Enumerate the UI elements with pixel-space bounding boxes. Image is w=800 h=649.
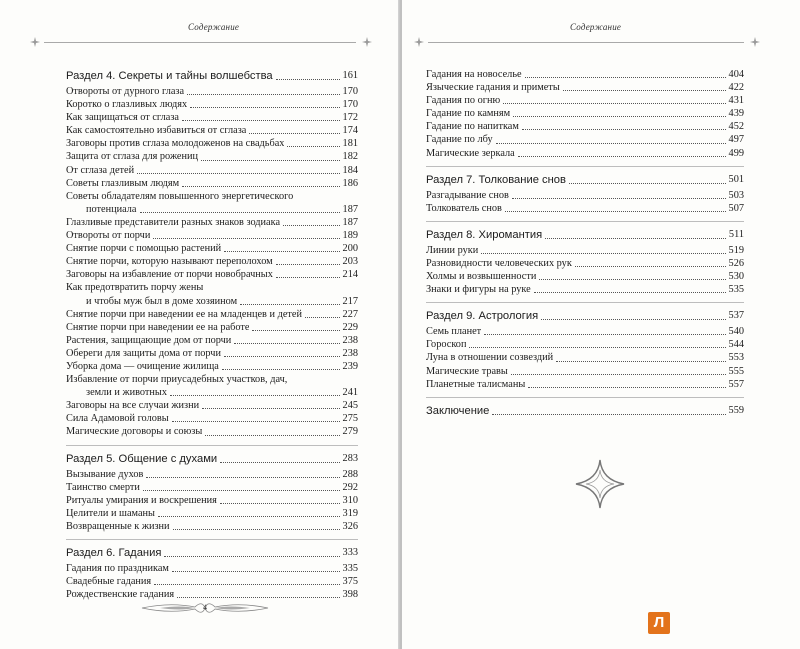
- section-divider: [66, 539, 358, 540]
- toc-entry-page: 239: [342, 360, 358, 372]
- publisher-logo: Л: [648, 612, 670, 634]
- toc-entry-title: Гороскоп: [426, 339, 467, 351]
- toc-entry-title: Разновидности человеческих рук: [426, 257, 572, 269]
- toc-entry[interactable]: [66, 373, 358, 386]
- diamond-icon: [30, 37, 40, 47]
- toc-entry-title: Снятие порчи с помощью растений: [66, 243, 222, 255]
- toc-entry[interactable]: [426, 147, 744, 160]
- toc-entry[interactable]: [66, 308, 358, 321]
- toc-entry[interactable]: [426, 120, 744, 133]
- toc-entry-title: Свадебные гадания: [66, 576, 152, 588]
- toc-entry-page: 375: [342, 576, 358, 588]
- toc-entry[interactable]: [426, 338, 744, 351]
- toc-entry[interactable]: [66, 507, 358, 520]
- toc-entry-title: Избавление от порчи приусадебных участков, дач,: [66, 374, 288, 386]
- toc-entry-title: Снятие порчи при наведении ее на работе: [66, 321, 250, 333]
- dot-leader: [541, 319, 725, 320]
- toc-entry[interactable]: [426, 283, 744, 296]
- toc-section-heading[interactable]: [66, 69, 358, 83]
- toc-entry-title: Толкователь снов: [426, 202, 502, 214]
- dot-leader: [276, 79, 340, 80]
- toc-entry-page: 326: [342, 520, 358, 532]
- toc-entry-title: Раздел 9. Астрология: [426, 310, 539, 323]
- toc-entry-title: Как защищаться от сглаза: [66, 112, 179, 124]
- dot-leader: [528, 387, 725, 388]
- toc-entry[interactable]: [66, 137, 358, 150]
- toc-entry-title: Возвращенные к жизни: [66, 520, 170, 532]
- toc-entry-title: Линии руки: [426, 244, 479, 256]
- toc-entry-page: 503: [728, 189, 744, 201]
- toc-entry[interactable]: [66, 242, 358, 255]
- toc-entry[interactable]: [66, 481, 358, 494]
- page-number: 4: [203, 603, 207, 612]
- toc-entry-title: Ритуалы умирания и воскрешения: [66, 494, 217, 506]
- dot-leader: [556, 361, 725, 362]
- toc-entry-title: Гадание по камням: [426, 108, 511, 120]
- toc-entry-page: 275: [342, 413, 358, 425]
- toc-entry[interactable]: [66, 520, 358, 533]
- dot-leader: [484, 334, 725, 335]
- toc-entry-page: 186: [342, 177, 358, 189]
- header-rule: [428, 42, 744, 43]
- toc-entry-page: 553: [728, 352, 744, 364]
- toc-entry-title: Гадания на новоселье: [426, 69, 522, 80]
- dot-leader: [513, 116, 725, 117]
- toc-entry-title: Заключение: [426, 404, 490, 417]
- toc-entry-title: Как самостоятельно избавиться от сглаза: [66, 125, 247, 137]
- dot-leader: [182, 120, 340, 121]
- toc-entry[interactable]: [66, 468, 358, 481]
- toc-entry-page: 540: [728, 326, 744, 338]
- toc-entry-title: Рождественские гадания: [66, 589, 175, 601]
- toc-entry-title: Как предотвратить порчу жены: [66, 282, 204, 294]
- toc-entry-page: 245: [342, 400, 358, 412]
- section-divider: [426, 166, 744, 167]
- dot-leader: [220, 503, 340, 504]
- dot-leader: [201, 160, 340, 161]
- dot-leader: [205, 435, 339, 436]
- dot-leader: [575, 266, 726, 267]
- toc-entry-title: Знаки и фигуры на руке: [426, 284, 531, 296]
- dot-leader: [249, 133, 339, 134]
- toc-entry-page: 288: [342, 468, 358, 480]
- right-page: [402, 0, 800, 649]
- toc-entry-page: 501: [728, 173, 744, 185]
- toc-entry-title: Семь планет: [426, 326, 482, 338]
- dot-leader: [283, 225, 340, 226]
- toc-entry-title: Языческие гадания и приметы: [426, 82, 560, 94]
- toc-entry-title: Снятие порчи, которую называют переполохом: [66, 256, 273, 268]
- toc-entry-title: и чтобы муж был в доме хозяином: [86, 295, 238, 307]
- toc-entry[interactable]: [66, 494, 358, 507]
- toc-list: [66, 68, 358, 601]
- dot-leader: [305, 317, 340, 318]
- toc-entry-page: 537: [728, 310, 744, 322]
- toc-entry[interactable]: [426, 351, 744, 364]
- toc-entry-title: земли и животных: [86, 387, 167, 399]
- toc-entry-page: 507: [728, 202, 744, 214]
- toc-entry-page: 398: [342, 589, 358, 601]
- toc-entry[interactable]: [66, 150, 358, 163]
- toc-entry-title: Магические договоры и союзы: [66, 426, 203, 438]
- toc-entry[interactable]: [426, 244, 744, 257]
- toc-entry-title: Обереги для защиты дома от порчи: [66, 347, 222, 359]
- dot-leader: [146, 477, 339, 478]
- toc-entry-page: 544: [728, 339, 744, 351]
- toc-entry-title: Раздел 4. Секреты и тайны волшебства: [66, 70, 273, 82]
- dot-leader: [137, 173, 339, 174]
- dot-leader: [173, 529, 340, 530]
- toc-entry-page: 238: [342, 347, 358, 359]
- toc-entry-page: 319: [342, 507, 358, 519]
- toc-entry-page: 511: [728, 228, 744, 240]
- toc-entry-title: Гадание по лбу: [426, 134, 493, 146]
- toc-entry-title: Защита от сглаза для рожениц: [66, 151, 199, 163]
- toc-entry-title: потенциала: [86, 203, 137, 215]
- toc-entry-page: 214: [342, 269, 358, 281]
- toc-entry-title: Магические травы: [426, 365, 508, 377]
- dot-leader: [140, 212, 340, 213]
- toc-entry-page: 172: [342, 112, 358, 124]
- diamond-icon: [414, 37, 424, 47]
- toc-entry[interactable]: [66, 255, 358, 268]
- toc-entry-title: Коротко о глазливых людях: [66, 99, 188, 111]
- toc-entry-title: Планетные талисманы: [426, 378, 526, 390]
- toc-entry-page: 333: [342, 547, 358, 558]
- dot-leader: [505, 211, 726, 212]
- toc-entry-title: Сила Адамовой головы: [66, 413, 169, 425]
- toc-entry[interactable]: [426, 202, 744, 215]
- toc-entry-page: 535: [728, 284, 744, 296]
- toc-entry-title: Гадания по огню: [426, 95, 501, 107]
- toc-entry-page: 452: [728, 121, 744, 133]
- dot-leader: [276, 264, 340, 265]
- dot-leader: [240, 304, 339, 305]
- toc-entry-title: Холмы и возвышенности: [426, 271, 537, 283]
- toc-entry[interactable]: [426, 107, 744, 120]
- toc-entry[interactable]: [66, 177, 358, 190]
- running-head: Содержание: [570, 22, 622, 32]
- dot-leader: [276, 277, 340, 278]
- dot-leader: [234, 343, 339, 344]
- toc-entry-title: Раздел 5. Общение с духами: [66, 452, 218, 465]
- toc-entry-title: Отвороты от порчи: [66, 230, 151, 242]
- toc-entry-title: Гадание по напиткам: [426, 121, 519, 133]
- dot-leader: [469, 347, 725, 348]
- toc-entry[interactable]: [66, 98, 358, 111]
- toc-entry[interactable]: [66, 203, 358, 216]
- toc-entry[interactable]: [66, 386, 358, 399]
- dot-leader: [202, 408, 339, 409]
- dot-leader: [143, 490, 340, 491]
- dot-leader: [511, 374, 726, 375]
- toc-entry-page: 279: [342, 426, 358, 438]
- toc-entry-title: Разгадывание снов: [426, 189, 509, 201]
- toc-entry-page: 170: [342, 86, 358, 97]
- toc-entry-title: От сглаза детей: [66, 164, 135, 176]
- toc-entry-title: Советы обладателям повышенного энергетического: [66, 190, 294, 202]
- toc-entry-title: Заговоры против сглаза молодоженов на свадьбах: [66, 138, 285, 150]
- toc-entry[interactable]: [66, 281, 358, 294]
- four-point-star-icon: [574, 458, 626, 510]
- toc-section-heading[interactable]: [426, 228, 744, 242]
- toc-entry-title: Растения, защищающие дом от порчи: [66, 334, 232, 346]
- toc-entry-page: 229: [342, 321, 358, 333]
- dot-leader: [158, 516, 340, 517]
- dot-leader: [496, 143, 726, 144]
- section-divider: [426, 221, 744, 222]
- toc-entry[interactable]: [66, 85, 358, 98]
- toc-entry[interactable]: [426, 68, 744, 81]
- toc-entry-page: 497: [728, 134, 744, 146]
- dot-leader: [172, 421, 340, 422]
- diamond-icon: [362, 37, 372, 47]
- toc-entry[interactable]: [426, 325, 744, 338]
- toc-entry-page: 292: [342, 481, 358, 493]
- toc-entry-page: 526: [728, 257, 744, 269]
- dot-leader: [525, 77, 726, 78]
- toc-entry[interactable]: [66, 321, 358, 334]
- dot-leader: [222, 369, 340, 370]
- dot-leader: [224, 251, 339, 252]
- toc-entry[interactable]: [66, 295, 358, 308]
- toc-entry-title: Заговоры на избавление от порчи новобрачных: [66, 269, 273, 281]
- toc-entry-page: 189: [342, 230, 358, 242]
- toc-section-heading[interactable]: [66, 452, 358, 466]
- toc-entry-page: 203: [342, 256, 358, 268]
- toc-entry-page: 181: [342, 138, 358, 150]
- running-head: Содержание: [188, 22, 240, 32]
- toc-entry-title: Уборка дома — очищение жилища: [66, 360, 219, 372]
- toc-entry-page: 227: [342, 308, 358, 320]
- toc-entry[interactable]: [66, 190, 358, 203]
- dot-leader: [190, 107, 339, 108]
- toc-entry-page: 310: [342, 494, 358, 506]
- toc-entry-page: 182: [342, 151, 358, 163]
- toc-entry-title: Целители и шаманы: [66, 507, 155, 519]
- toc-entry[interactable]: [426, 189, 744, 202]
- toc-entry[interactable]: [66, 360, 358, 373]
- toc-entry-title: Луна в отношении созвездий: [426, 352, 554, 364]
- section-divider: [66, 445, 358, 446]
- toc-entry[interactable]: [66, 399, 358, 412]
- dot-leader: [287, 146, 339, 147]
- toc-list: [426, 68, 744, 420]
- toc-entry-page: 555: [728, 365, 744, 377]
- toc-entry-title: Раздел 6. Гадания: [66, 547, 162, 559]
- toc-section-heading[interactable]: [426, 404, 744, 418]
- toc-entry-title: Отвороты от дурного глаза: [66, 86, 185, 97]
- toc-entry-page: 557: [728, 378, 744, 390]
- dot-leader: [182, 186, 339, 187]
- toc-entry-page: 499: [728, 147, 744, 159]
- dot-leader: [187, 94, 340, 95]
- dot-leader: [503, 103, 725, 104]
- toc-entry-title: Глазливые представители разных знаков зодиака: [66, 216, 281, 228]
- toc-entry[interactable]: [66, 347, 358, 360]
- dot-leader: [170, 395, 340, 396]
- toc-entry[interactable]: [426, 365, 744, 378]
- toc-entry[interactable]: [426, 94, 744, 107]
- dot-leader: [164, 556, 339, 557]
- diamond-icon: [750, 37, 760, 47]
- toc-entry[interactable]: [66, 575, 358, 588]
- dot-leader: [545, 238, 726, 239]
- header-rule: [44, 42, 356, 43]
- toc-entry[interactable]: [426, 81, 744, 94]
- toc-entry-page: 283: [342, 452, 358, 464]
- toc-section-heading[interactable]: [426, 309, 744, 323]
- dot-leader: [153, 238, 339, 239]
- toc-entry[interactable]: [426, 270, 744, 283]
- toc-entry-page: 241: [342, 387, 358, 399]
- toc-entry[interactable]: [66, 268, 358, 281]
- toc-entry-page: 335: [342, 563, 358, 574]
- toc-entry-title: Заговоры на все случаи жизни: [66, 400, 200, 412]
- toc-entry[interactable]: [66, 334, 358, 347]
- toc-entry-title: Советы глазливым людям: [66, 177, 180, 189]
- toc-entry-page: 404: [728, 69, 744, 80]
- toc-entry[interactable]: [426, 257, 744, 270]
- toc-entry[interactable]: [426, 133, 744, 146]
- toc-entry[interactable]: [66, 562, 358, 575]
- dot-leader: [481, 253, 725, 254]
- dot-leader: [220, 462, 339, 463]
- toc-entry-page: 200: [342, 243, 358, 255]
- toc-entry-page: 187: [342, 216, 358, 228]
- toc-entry-title: Вызывание духов: [66, 468, 144, 480]
- toc-entry-page: 431: [728, 95, 744, 107]
- toc-section-heading[interactable]: [66, 546, 358, 560]
- toc-entry[interactable]: [66, 164, 358, 177]
- toc-entry-page: 238: [342, 334, 358, 346]
- toc-entry-page: 530: [728, 271, 744, 283]
- toc-entry-page: 187: [342, 203, 358, 215]
- section-divider: [426, 397, 744, 398]
- dot-leader: [534, 292, 726, 293]
- toc-entry-title: Таинство смерти: [66, 481, 140, 493]
- dot-leader: [154, 584, 339, 585]
- dot-leader: [539, 279, 725, 280]
- toc-entry-title: Магические зеркала: [426, 147, 515, 159]
- toc-entry-page: 217: [342, 295, 358, 307]
- dot-leader: [518, 156, 726, 157]
- toc-entry-page: 559: [728, 404, 744, 416]
- toc-entry-page: 422: [728, 82, 744, 94]
- toc-entry[interactable]: [66, 124, 358, 137]
- toc-entry-page: 184: [342, 164, 358, 176]
- toc-entry-title: Раздел 8. Хиромантия: [426, 228, 543, 241]
- toc-entry[interactable]: [66, 412, 358, 425]
- toc-entry-title: Снятие порчи при наведении ее на младенцев и детей: [66, 308, 302, 320]
- dot-leader: [224, 356, 340, 357]
- toc-entry[interactable]: [66, 111, 358, 124]
- dot-leader: [492, 414, 725, 415]
- toc-entry[interactable]: [66, 229, 358, 242]
- toc-entry-page: 161: [342, 70, 358, 81]
- dot-leader: [172, 571, 340, 572]
- toc-entry[interactable]: [66, 216, 358, 229]
- toc-entry-page: 519: [728, 244, 744, 256]
- toc-entry[interactable]: [66, 425, 358, 438]
- toc-entry-title: Гадания по праздникам: [66, 563, 169, 574]
- dot-leader: [563, 90, 726, 91]
- dot-leader: [522, 129, 726, 130]
- dot-leader: [569, 183, 726, 184]
- toc-entry-title: Раздел 7. Толкование снов: [426, 173, 566, 186]
- toc-entry-page: 170: [342, 99, 358, 111]
- toc-entry-page: 439: [728, 108, 744, 120]
- toc-entry-page: 174: [342, 125, 358, 137]
- dot-leader: [512, 198, 726, 199]
- toc-section-heading[interactable]: [426, 173, 744, 187]
- section-divider: [426, 302, 744, 303]
- toc-entry[interactable]: [426, 378, 744, 391]
- dot-leader: [252, 330, 339, 331]
